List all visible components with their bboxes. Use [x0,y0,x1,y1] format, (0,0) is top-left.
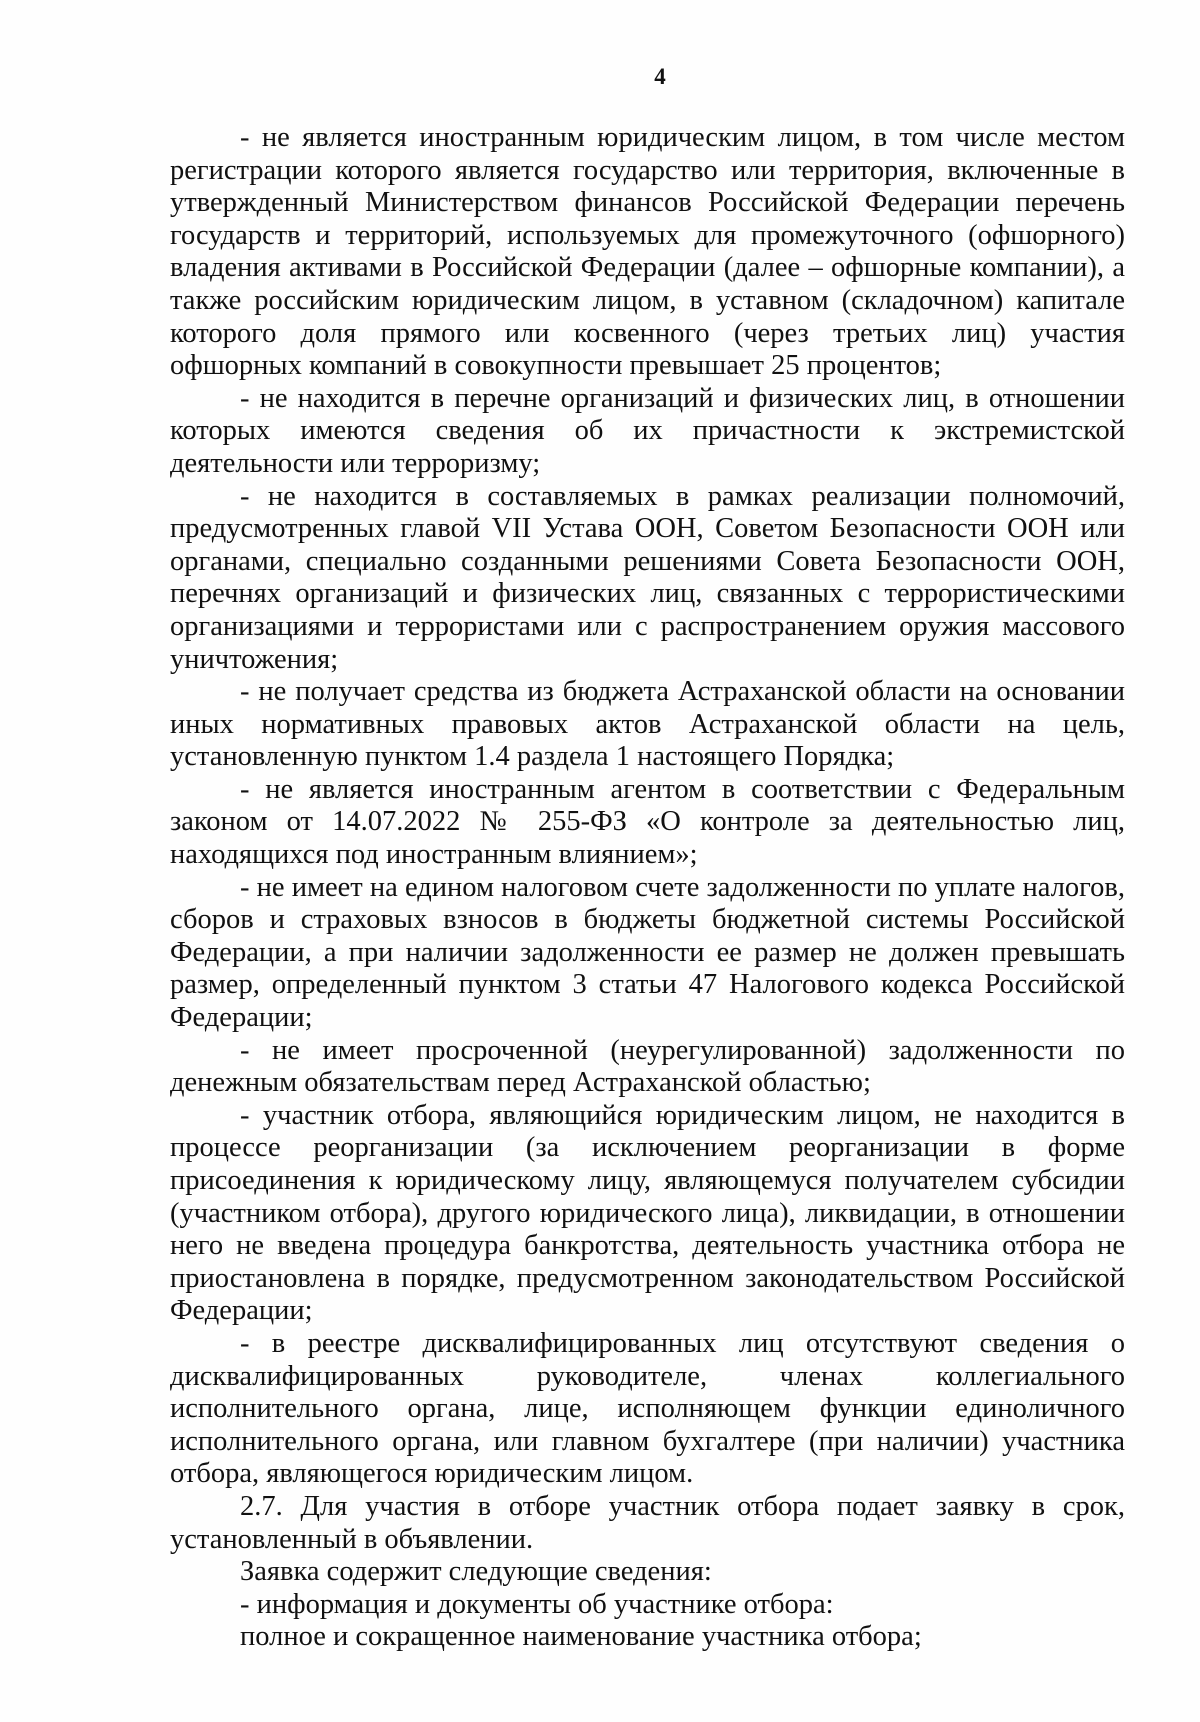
paragraph-application-contents: Заявка содержит следующие сведения: [240,1556,712,1588]
paragraph-reorganization: - участник отбора, являющийся юридическим лицом, не находится в процессе реорганизации (за исключением реорганизации в форме присоединения к юридическому лицу, являющемуся получателем субсидии (участником отбора), другого юридического лица), ликвидации, в отношении него не введена процедура банкротства, деятельность участника отбора не приостановлена в порядке, предусмотренном законодательством Российской Федерации; [170,1099,1125,1327]
paragraph-extremism: - не находится в перечне организаций и физических лиц, в отношении которых имеются сведения об их причастности к экстремистской деятельности или терроризму; [170,382,1125,479]
paragraph-un-lists: - не находится в составляемых в рамках реализации полномочий, предусмотренных главой VII Устава ООН, Советом Безопасности ООН или органами, специально созданными решениями Совета Безопасности ООН, перечнях организаций и физических лиц, связанных с террористическими организациями и террористами или с распространением оружия массового уничтожения; [170,480,1125,675]
paragraph-budget-funds: - не получает средства из бюджета Астраханской области на основании иных нормативных правовых актов Астраханской области на цель, установленную пунктом 1.4 раздела 1 настоящего Порядка; [170,676,1125,773]
paragraph-disqualified-persons: - в реестре дисквалифицированных лиц отсутствуют сведения о дисквалифицированных руководителе, членах коллегиального исполнительного органа, лице, исполняющем функции единоличного исполнительного органа, или главном бухгалтере (при наличии) участника отбора, являющегося юридическим лицом. [170,1327,1125,1490]
paragraph-tax-debt: - не имеет на едином налоговом счете задолженности по уплате налогов, сборов и страховых взносов в бюджеты бюджетной системы Российской Федерации, а при наличии задолженности ее размер не должен превышать размер, определенный пунктом 3 статьи 47 Налогового кодекса Российской Федерации; [170,871,1125,1034]
paragraph-overdue-debt: - не имеет просроченной (неурегулированной) задолженности по денежным обязательствам перед Астраханской областью; [170,1034,1125,1099]
paragraph-participant-info: - информация и документы об участнике отбора: [240,1588,834,1620]
paragraph-foreign-agent: - не является иностранным агентом в соответствии с Федеральным законом от 14.07.2022 № 255-ФЗ «О контроле за деятельностью лиц, находящихся под иностранным влиянием»; [170,773,1125,871]
document-body [170,122,1125,1654]
paragraph-2-7-application: 2.7. Для участия в отборе участник отбора подает заявку в срок, установленный в объявлении. [170,1490,1125,1555]
page-number: 4 [654,64,666,89]
paragraph-offshore: - не является иностранным юридическим лицом, в том числе местом регистрации которого является государство или территория, включенные в утвержденный Министерством финансов Российской Федерации перечень государств и территорий, используемых для промежуточного (офшорного) владения активами в Российской Федерации (далее – офшорные компании), а также российским юридическим лицом, в уставном (складочном) капитале которого доля прямого или косвенного (через третьих лиц) участия офшорных компаний в совокупности превышает 25 процентов; [170,122,1125,382]
paragraph-participant-name: полное и сокращенное наименование участника отбора; [240,1621,922,1653]
